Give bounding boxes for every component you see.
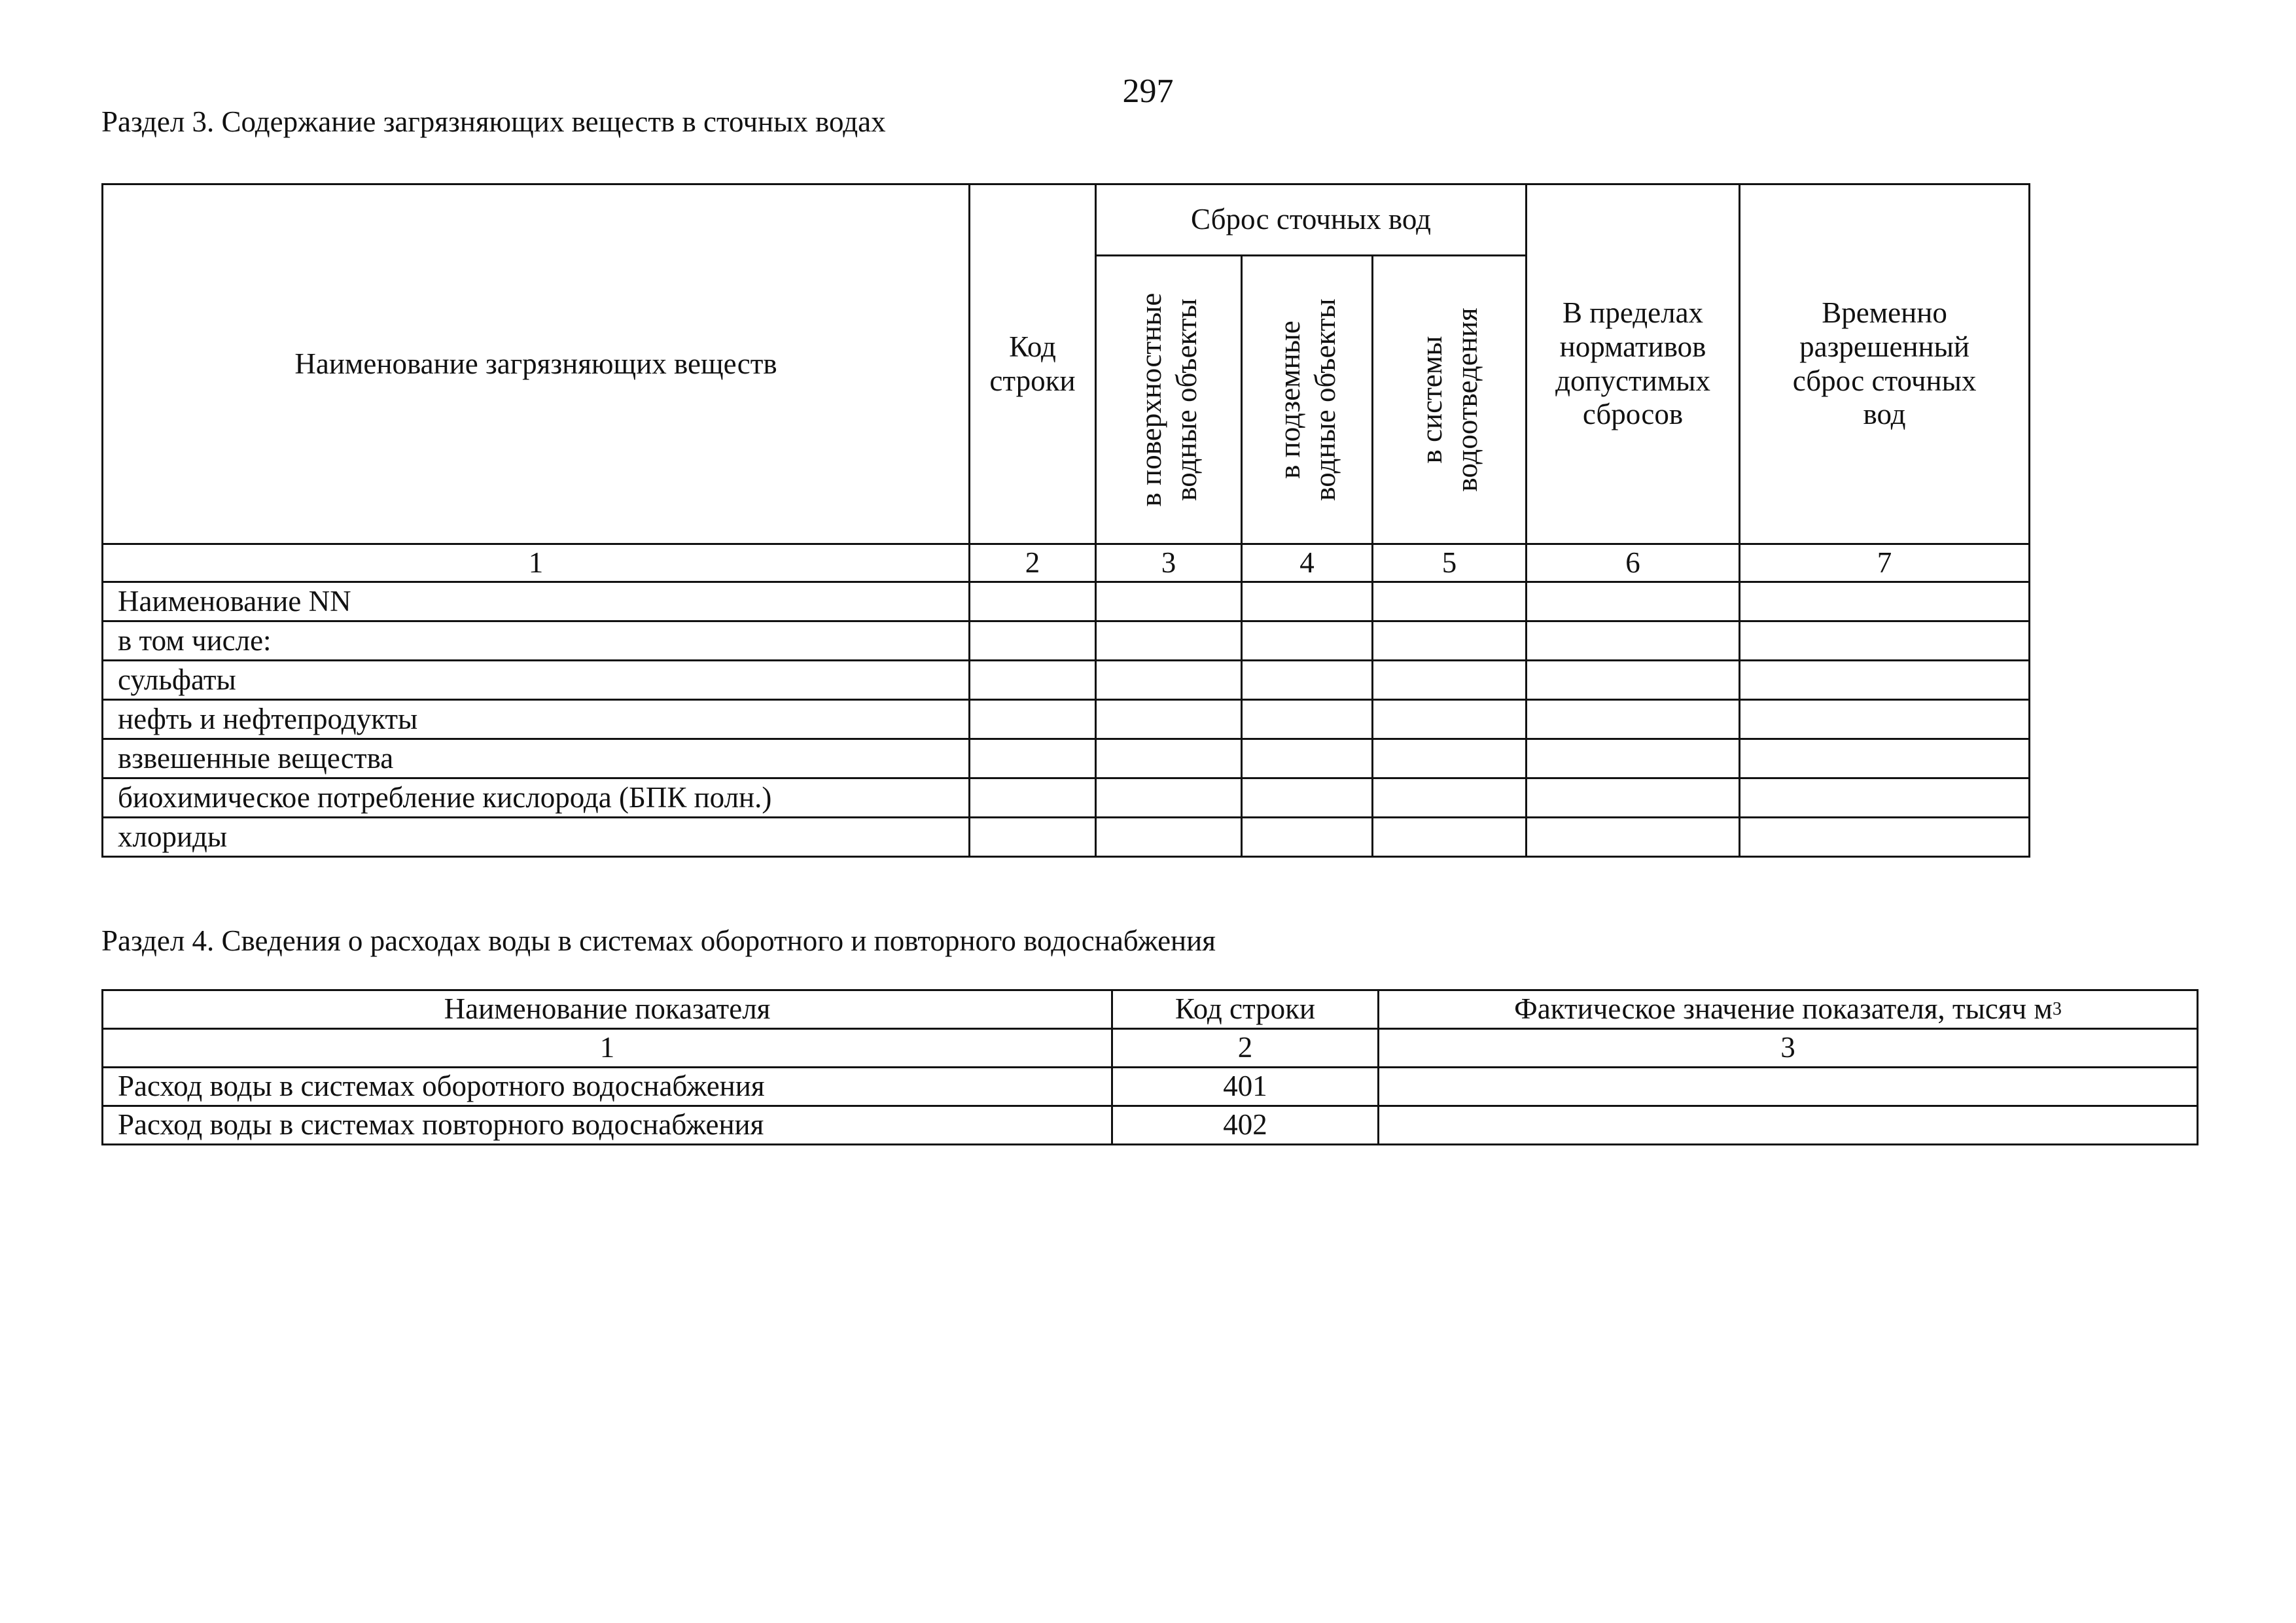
header-norm-l3: допустимых [1555, 364, 1710, 397]
header-unit-superscript: 3 [2052, 999, 2062, 1020]
row-value [1379, 1106, 2198, 1145]
table-cell [1527, 582, 1740, 621]
header-discharge-group: Сброс сточных вод [1096, 184, 1527, 256]
table-cell [1740, 778, 2030, 818]
header-temp-l3: сброс сточных [1792, 364, 1977, 397]
table-cell [1740, 661, 2030, 700]
column-number: 6 [1527, 544, 1740, 582]
table-cell [1740, 582, 2030, 621]
row-label: Расход воды в системах повторного водоснабжения [103, 1106, 1112, 1145]
row-label: хлориды [103, 818, 970, 857]
table-cell [1527, 818, 1740, 857]
header-pollutant-name: Наименование загрязняющих веществ [103, 184, 970, 544]
table-cell [970, 582, 1096, 621]
column-number: 3 [1379, 1029, 2198, 1068]
header-temp-l2: разрешенный [1799, 330, 1969, 363]
header-within-norms [1527, 184, 1740, 544]
table-row [103, 818, 2030, 857]
header-surface-l2: водные объекты [1170, 298, 1203, 501]
page-number: 297 [1122, 73, 1174, 110]
column-number: 5 [1373, 544, 1527, 582]
table-cell [1096, 739, 1242, 778]
header-line-code-l1: Код [1009, 330, 1056, 363]
table-cell [1740, 818, 2030, 857]
table-cell [1242, 739, 1373, 778]
table-cell [1373, 778, 1527, 818]
header-norm-l4: сбросов [1582, 398, 1684, 431]
table-cell [1373, 661, 1527, 700]
table-cell [1096, 778, 1242, 818]
table-cell [1740, 739, 2030, 778]
table-cell [1740, 700, 2030, 739]
header-sewer-l1: в системы [1415, 336, 1449, 464]
header-sewer-l2: водоотведения [1451, 307, 1484, 492]
table-cell [1527, 739, 1740, 778]
table-cell [1527, 621, 1740, 661]
column-numbers-row [103, 1029, 2198, 1068]
header-sewer-systems [1373, 256, 1527, 544]
row-label: Наименование NN [103, 582, 970, 621]
header-surface-l1: в поверхностные [1135, 292, 1167, 507]
row-label: биохимическое потребление кислорода (БПК полн.) [103, 778, 970, 818]
table-row [103, 661, 2030, 700]
row-label: нефть и нефтепродукты [103, 700, 970, 739]
row-code: 401 [1112, 1068, 1379, 1106]
header-actual-value-text: Фактическое значение показателя, тысяч м [1514, 992, 2053, 1026]
table-cell [1373, 739, 1527, 778]
table-cell [970, 778, 1096, 818]
table-row [103, 700, 2030, 739]
row-value [1379, 1068, 2198, 1106]
table-cell [1373, 818, 1527, 857]
table-cell [970, 661, 1096, 700]
header-temp-l4: вод [1863, 398, 1906, 431]
table-cell [1242, 661, 1373, 700]
table-row [103, 1106, 2198, 1145]
water-consumption-table [101, 989, 2199, 1145]
header-norm-l2: нормативов [1559, 330, 1706, 363]
header-temp-l1: Временно [1822, 296, 1947, 329]
table-cell [1096, 700, 1242, 739]
table-cell [1096, 661, 1242, 700]
table-cell [1527, 661, 1740, 700]
header-underground-l1: в подземные [1273, 321, 1306, 479]
table-cell [1096, 582, 1242, 621]
table-row [103, 621, 2030, 661]
table-cell [1373, 621, 1527, 661]
table-row [103, 1068, 2198, 1106]
header-line-code [970, 184, 1096, 544]
table-cell [1373, 582, 1527, 621]
table-cell [970, 739, 1096, 778]
row-code: 402 [1112, 1106, 1379, 1145]
header-line-code-l2: строки [989, 364, 1076, 397]
table-cell [1527, 778, 1740, 818]
table-cell [1740, 621, 2030, 661]
column-number: 1 [103, 1029, 1112, 1068]
table-cell [1242, 778, 1373, 818]
row-label: Расход воды в системах оборотного водоснабжения [103, 1068, 1112, 1106]
header-underground-l2: водные объекты [1308, 298, 1341, 501]
header-line-code: Код строки [1112, 990, 1379, 1029]
row-label: сульфаты [103, 661, 970, 700]
column-number: 1 [103, 544, 970, 582]
table-cell [1373, 700, 1527, 739]
table-cell [970, 700, 1096, 739]
table-cell [1527, 700, 1740, 739]
table-cell [1096, 818, 1242, 857]
column-number: 2 [970, 544, 1096, 582]
column-number: 7 [1740, 544, 2030, 582]
column-number: 2 [1112, 1029, 1379, 1068]
table-cell [970, 621, 1096, 661]
column-numbers-row [103, 544, 2030, 582]
row-label: взвешенные вещества [103, 739, 970, 778]
column-number: 4 [1242, 544, 1373, 582]
table-cell [1242, 700, 1373, 739]
table-row [103, 778, 2030, 818]
header-underground-water [1242, 256, 1373, 544]
header-indicator-name: Наименование показателя [103, 990, 1112, 1029]
section-3-title: Раздел 3. Содержание загрязняющих веществ в сточных водах [101, 105, 886, 138]
column-number: 3 [1096, 544, 1242, 582]
header-temporary-permitted [1740, 184, 2030, 544]
header-norm-l1: В пределах [1563, 296, 1704, 329]
table-cell [1242, 582, 1373, 621]
section-4-title: Раздел 4. Сведения о расходах воды в системах оборотного и повторного водоснабжения [101, 924, 1216, 957]
table-cell [1242, 818, 1373, 857]
table-row [103, 582, 2030, 621]
table-cell [970, 818, 1096, 857]
table-cell [1242, 621, 1373, 661]
pollutants-table [101, 183, 2030, 858]
header-actual-value [1379, 990, 2198, 1029]
header-surface-water [1096, 256, 1242, 544]
row-label: в том числе: [103, 621, 970, 661]
table-row [103, 739, 2030, 778]
table-cell [1096, 621, 1242, 661]
